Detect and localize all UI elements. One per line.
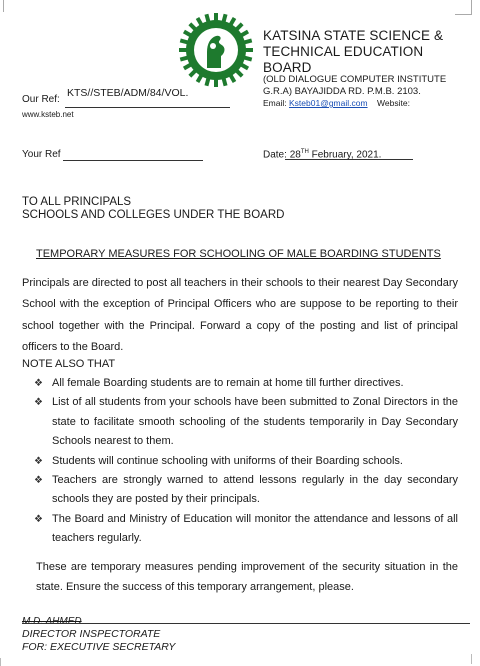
organization-name: [263, 28, 463, 76]
date-suffix: TH: [300, 149, 309, 155]
closing-paragraph: These are temporary measures pending improvement of the security situation in the state. Ensure the success of this temporary arrangement, please.: [36, 561, 458, 593]
email-label: Email:: [263, 98, 287, 108]
date-day: 28: [289, 149, 301, 161]
emblem-tooth: [184, 32, 192, 37]
list-item: [34, 510, 458, 549]
recipient-line: SCHOOLS AND COLLEGES UNDER THE BOARD: [22, 209, 285, 221]
emblem-tooth: [198, 74, 203, 82]
emblem-tooth: [206, 14, 208, 23]
bullet-star-icon: ❖: [34, 513, 43, 525]
emblem-tooth: [198, 18, 203, 26]
signatory-for-line: FOR: EXECUTIVE SECRETARY: [22, 641, 176, 653]
emblem-tooth: [190, 24, 196, 30]
letter-heading: TEMPORARY MEASURES FOR SCHOOLING OF MALE BOARDING STUDENTS: [36, 248, 441, 260]
bullet-star-icon: ❖: [34, 455, 43, 467]
emblem-tooth: [180, 40, 189, 42]
page-corner-mark: [3, 0, 14, 12]
emblem-tooth: [243, 57, 252, 59]
recipient-line: TO ALL PRINCIPALS: [22, 196, 132, 208]
organization-name-line: TECHNICAL EDUCATION: [263, 44, 424, 59]
emblem-tooth: [206, 77, 208, 86]
emblem-tooth: [240, 32, 248, 37]
state-emblem-icon: [176, 10, 256, 90]
emblem-tooth: [180, 57, 189, 59]
list-item-text: Students will continue schooling with uniforms of their Boarding schools.: [52, 454, 403, 467]
emblem-tooth: [190, 70, 196, 76]
your-ref-label: Your Ref: [22, 149, 61, 160]
email-link[interactable]: Ksteb01@gmail.com: [289, 98, 368, 108]
note-label: NOTE ALSO THAT: [22, 358, 116, 370]
address-line: (OLD DIALOGUE COMPUTER INSTITUTE: [263, 74, 447, 85]
our-ref-underline: [65, 107, 230, 108]
emblem-tooth: [243, 40, 252, 42]
your-ref-underline: [63, 160, 203, 161]
page-corner-mark: [457, 654, 472, 664]
recipient-block: [22, 196, 322, 222]
bullet-star-icon: ❖: [34, 397, 43, 409]
list-item-text: The Board and Ministry of Education will monitor the attendance and lessons of all teachers regularly.: [52, 512, 458, 545]
contact-line: [263, 98, 410, 108]
bullet-star-icon: ❖: [34, 475, 43, 487]
our-ref-value: KTS//STEB/ADM/84/VOL.: [67, 87, 189, 99]
emblem-tooth: [184, 64, 192, 69]
website-value[interactable]: www.ksteb.net: [22, 110, 74, 119]
list-item: [34, 374, 458, 393]
date-underline: [285, 159, 413, 160]
emblem-tooth: [236, 70, 242, 76]
address-line: G.R.A) BAYAJIDDA RD. P.M.B. 2103.: [263, 85, 421, 97]
signatory-position: DIRECTOR INSPECTORATE: [22, 628, 161, 640]
intro-paragraph: Principals are directed to post all teachers in their schools to their nearest Day Secondary School with the exception of Principal Officers who are suppose to be reporting to their school together with the Principal. Forward a copy of the posting and list of principal officers to the Board.: [22, 277, 458, 354]
date-label: Date:: [263, 149, 287, 161]
organization-name-line: BOARD: [263, 60, 312, 75]
our-ref: [22, 87, 189, 105]
emblem-tooth: [230, 18, 235, 26]
date-rest: February, 2021.: [311, 149, 382, 161]
emblem-tooth: [223, 14, 225, 23]
signatory-title: [22, 628, 175, 654]
directive-list: [34, 374, 458, 549]
list-item-text: All female Boarding students are to remain at home till further directives.: [52, 377, 404, 389]
organization-name-line: KATSINA STATE SCIENCE &: [263, 28, 444, 43]
list-item: [34, 452, 458, 471]
page-corner-mark: [455, 0, 472, 15]
list-item: [34, 471, 458, 510]
emblem-tooth: [240, 64, 248, 69]
emblem-tooth: [230, 74, 235, 82]
list-item-text: Teachers are strongly warned to attend lessons regularly in the day secondary schools they are posted by their principals.: [52, 474, 458, 506]
bullet-star-icon: ❖: [34, 378, 43, 389]
page-corner-mark: [0, 658, 11, 666]
signatory-name: M.D. AHMED: [22, 616, 82, 627]
our-ref-label: Our Ref:: [22, 94, 60, 105]
list-item-text: List of all students from your schools have been submitted to Zonal Directors in the state to facilitate smooth schooling of the students temporarily in Day Secondary Schools nearest to them.: [52, 396, 458, 448]
organization-address: [263, 74, 473, 97]
list-item: [34, 393, 458, 451]
signature-rule: [22, 623, 470, 624]
website-label: Website:: [377, 98, 410, 108]
emblem-tooth: [223, 77, 225, 86]
emblem-tooth: [236, 24, 242, 30]
